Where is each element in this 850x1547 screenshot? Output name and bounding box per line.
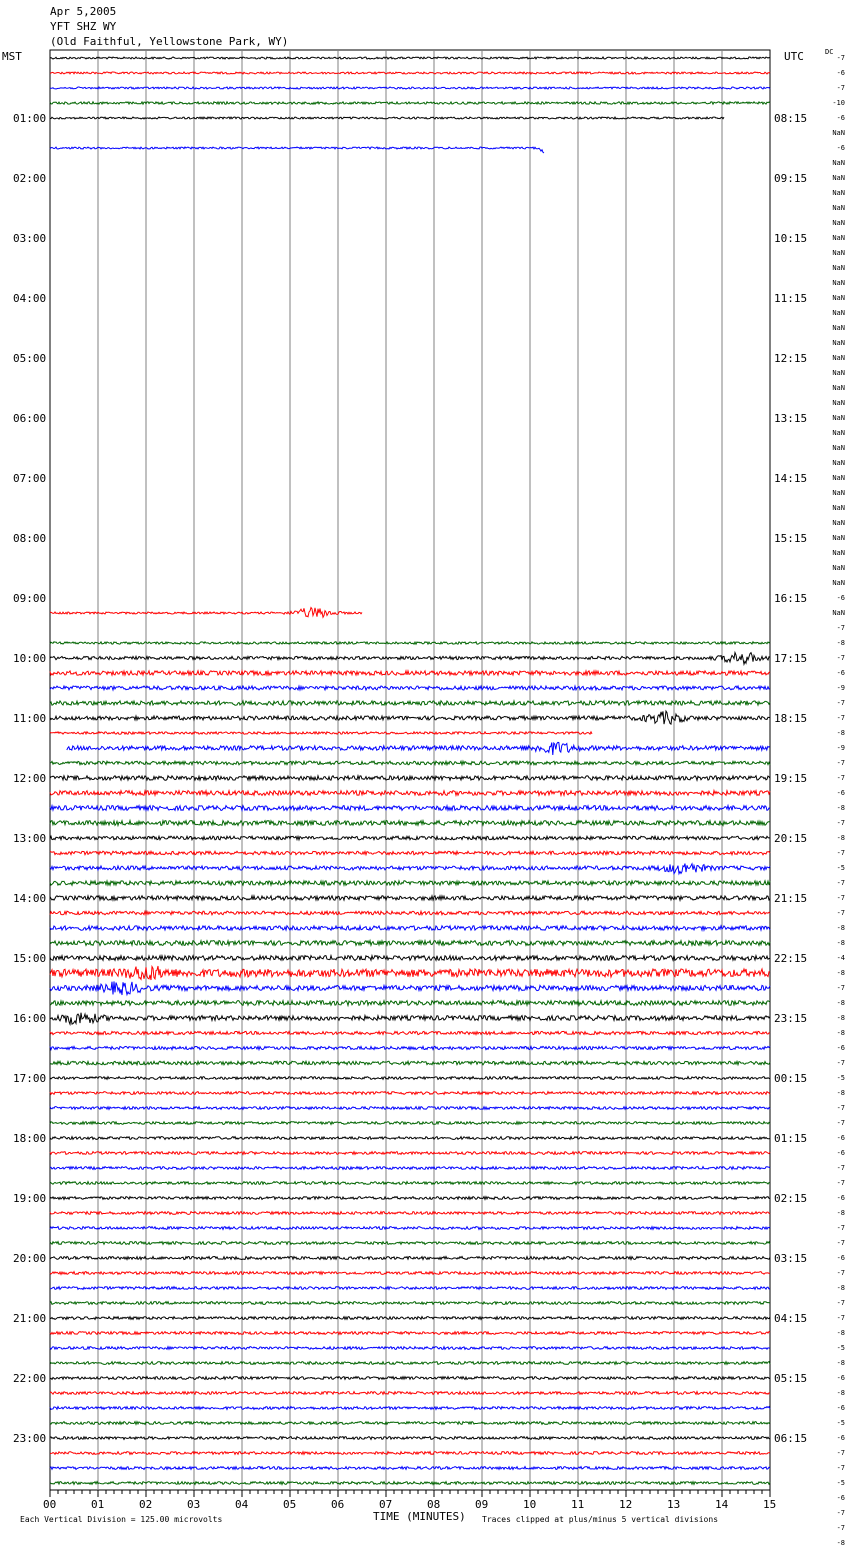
dc-offset-label: -7 — [836, 1059, 845, 1067]
dc-offset-label: NaN — [832, 489, 845, 497]
dc-offset-label: NaN — [832, 249, 845, 257]
dc-offset-label: NaN — [832, 444, 845, 452]
dc-offset-label: -8 — [836, 639, 845, 647]
utc-hour-label: 10:15 — [774, 232, 808, 245]
x-tick-label: 11 — [571, 1498, 585, 1511]
dc-offset-label: NaN — [832, 324, 845, 332]
seismic-trace — [50, 1122, 770, 1125]
dc-offset-label: -4 — [836, 954, 845, 962]
utc-hour-label: 15:15 — [774, 532, 808, 545]
dc-offset-label: -7 — [836, 909, 845, 917]
dc-offset-label: -7 — [836, 984, 845, 992]
seismic-trace — [50, 57, 770, 59]
utc-hour-label: 06:15 — [774, 1432, 808, 1445]
mst-hour-label: 17:00 — [13, 1072, 47, 1085]
dc-offset-label: -7 — [836, 84, 845, 92]
dc-offset-label: -6 — [836, 1194, 845, 1202]
dc-offset-label: -7 — [836, 1449, 845, 1457]
utc-hour-label: 18:15 — [774, 712, 808, 725]
mst-hour-label: 13:00 — [13, 832, 47, 845]
dc-offset-label: NaN — [832, 369, 845, 377]
dc-offset-label: -5 — [836, 1074, 845, 1082]
dc-offset-label: NaN — [832, 549, 845, 557]
seismic-trace — [50, 1422, 770, 1425]
dc-offset-label: -7 — [836, 1509, 845, 1517]
seismic-trace — [50, 1437, 770, 1440]
seismic-trace — [50, 1317, 770, 1320]
mst-hour-label: 10:00 — [13, 652, 47, 665]
x-tick-label: 05 — [283, 1498, 297, 1511]
dc-offset-label: -8 — [836, 939, 845, 947]
mst-hour-label: 22:00 — [13, 1372, 47, 1385]
dc-offset-label: -6 — [836, 69, 845, 77]
seismic-trace — [50, 72, 770, 74]
dc-offset-label: -7 — [836, 849, 845, 857]
utc-axis-title: UTC — [784, 50, 804, 63]
dc-label: DC — [825, 48, 834, 56]
utc-hour-label: 13:15 — [774, 412, 808, 425]
mst-hour-label: 12:00 — [13, 772, 47, 785]
seismic-trace — [50, 1013, 770, 1024]
dc-offset-label: -7 — [836, 1224, 845, 1232]
seismic-trace — [50, 117, 724, 119]
dc-offset-label: NaN — [832, 159, 845, 167]
mst-hour-label: 21:00 — [13, 1312, 47, 1325]
seismic-trace — [50, 1482, 770, 1485]
x-tick-label: 02 — [139, 1498, 153, 1511]
seismic-trace — [50, 671, 770, 675]
x-tick-label: 03 — [187, 1498, 201, 1511]
seismic-trace — [50, 806, 770, 811]
dc-offset-label: -7 — [836, 1524, 845, 1532]
dc-offset-label: -8 — [836, 1539, 845, 1547]
dc-offset-label: NaN — [832, 264, 845, 272]
dc-offset-label: -7 — [836, 1314, 845, 1322]
dc-offset-label: -7 — [836, 894, 845, 902]
seismic-trace — [50, 1332, 770, 1335]
mst-hour-label: 05:00 — [13, 352, 47, 365]
dc-offset-label: -7 — [836, 1164, 845, 1172]
dc-offset-label: NaN — [832, 474, 845, 482]
mst-hour-label: 06:00 — [13, 412, 47, 425]
chart-date: Apr 5,2005 — [50, 5, 117, 18]
utc-hour-label: 22:15 — [774, 952, 808, 965]
dc-offset-label: -7 — [836, 699, 845, 707]
seismic-trace — [50, 1257, 770, 1260]
dc-offset-label: -7 — [836, 1119, 845, 1127]
seismic-trace — [50, 956, 770, 961]
seismic-trace — [50, 1031, 770, 1034]
dc-offset-label: -8 — [836, 999, 845, 1007]
seismic-trace — [50, 1467, 770, 1470]
utc-hour-label: 21:15 — [774, 892, 808, 905]
mst-hour-label: 07:00 — [13, 472, 47, 485]
utc-hour-label: 08:15 — [774, 112, 808, 125]
seismic-trace — [50, 1227, 770, 1230]
dc-offset-label: -5 — [836, 1344, 845, 1352]
dc-offset-label: NaN — [832, 429, 845, 437]
dc-offset-label: NaN — [832, 204, 845, 212]
x-tick-label: 13 — [667, 1498, 681, 1511]
scale-note: Each Vertical Division = 125.00 microvolts — [20, 1515, 223, 1524]
x-tick-label: 07 — [379, 1498, 393, 1511]
dc-offset-label: -8 — [836, 1359, 845, 1367]
dc-offset-label: -6 — [836, 1374, 845, 1382]
dc-offset-label: -7 — [836, 654, 845, 662]
dc-offset-label: -8 — [836, 1389, 845, 1397]
dc-offset-label: NaN — [832, 279, 845, 287]
dc-offset-label: NaN — [832, 579, 845, 587]
dc-offset-label: -7 — [836, 1179, 845, 1187]
dc-offset-label: -6 — [836, 1494, 845, 1502]
utc-hour-label: 00:15 — [774, 1072, 808, 1085]
mst-hour-label: 01:00 — [13, 112, 47, 125]
x-tick-label: 10 — [523, 1498, 537, 1511]
seismic-trace — [50, 864, 770, 874]
seismic-trace — [50, 1077, 770, 1080]
seismic-trace — [50, 941, 770, 946]
dc-offset-label: -8 — [836, 1089, 845, 1097]
mst-axis-title: MST — [2, 50, 22, 63]
dc-offset-label: -7 — [836, 759, 845, 767]
dc-offset-label: -7 — [836, 879, 845, 887]
dc-offset-label: -6 — [836, 669, 845, 677]
seismic-trace — [50, 1152, 770, 1155]
dc-offset-label: NaN — [832, 189, 845, 197]
mst-hour-label: 03:00 — [13, 232, 47, 245]
utc-hour-label: 20:15 — [774, 832, 808, 845]
dc-offset-label: -5 — [836, 1419, 845, 1427]
x-tick-label: 12 — [619, 1498, 633, 1511]
dc-offset-label: -7 — [836, 54, 845, 62]
seismic-trace — [50, 776, 770, 780]
seismic-trace — [50, 1001, 770, 1006]
mst-hour-label: 04:00 — [13, 292, 47, 305]
mst-hour-label: 16:00 — [13, 1012, 47, 1025]
dc-offset-label: -8 — [836, 1014, 845, 1022]
seismic-trace — [50, 1197, 770, 1200]
mst-hour-label: 20:00 — [13, 1252, 47, 1265]
seismic-trace — [50, 851, 770, 855]
dc-offset-label: NaN — [832, 534, 845, 542]
seismic-trace — [50, 836, 770, 840]
seismic-trace — [50, 1212, 770, 1215]
seismic-trace — [50, 686, 770, 690]
utc-hour-label: 23:15 — [774, 1012, 808, 1025]
seismic-trace — [50, 1167, 770, 1170]
seismic-trace — [50, 1407, 770, 1410]
seismic-trace — [50, 1107, 770, 1110]
utc-hour-label: 09:15 — [774, 172, 808, 185]
seismic-trace — [50, 1092, 770, 1095]
clip-note: Traces clipped at plus/minus 5 vertical divisions — [482, 1515, 719, 1524]
dc-offset-label: -7 — [836, 1269, 845, 1277]
seismic-trace — [50, 761, 770, 765]
dc-offset-label: -7 — [836, 1239, 845, 1247]
utc-hour-label: 05:15 — [774, 1372, 808, 1385]
dc-offset-label: -6 — [836, 144, 845, 152]
x-tick-label: 15 — [763, 1498, 777, 1511]
seismic-trace — [50, 881, 770, 885]
seismic-trace — [50, 1302, 770, 1305]
mst-hour-label: 08:00 — [13, 532, 47, 545]
seismic-trace — [50, 102, 770, 104]
dc-offset-label: NaN — [832, 609, 845, 617]
dc-offset-label: -7 — [836, 1464, 845, 1472]
seismic-trace — [50, 608, 362, 618]
x-tick-label: 01 — [91, 1498, 105, 1511]
seismic-trace — [50, 147, 544, 153]
seismic-trace — [50, 732, 592, 734]
mst-hour-label: 19:00 — [13, 1192, 47, 1205]
seismic-trace — [50, 1392, 770, 1395]
dc-offset-label: -7 — [836, 1299, 845, 1307]
dc-offset-label: -8 — [836, 924, 845, 932]
dc-offset-label: NaN — [832, 384, 845, 392]
seismic-trace — [50, 1452, 770, 1455]
dc-offset-label: -5 — [836, 1479, 845, 1487]
chart-station: YFT SHZ WY — [50, 20, 117, 33]
seismic-trace — [50, 821, 770, 826]
mst-hour-label: 11:00 — [13, 712, 47, 725]
seismic-trace — [50, 911, 770, 915]
x-tick-label: 06 — [331, 1498, 345, 1511]
dc-offset-label: -6 — [836, 594, 845, 602]
utc-hour-label: 14:15 — [774, 472, 808, 485]
seismic-trace — [50, 653, 770, 665]
dc-offset-label: NaN — [832, 504, 845, 512]
dc-offset-label: NaN — [832, 309, 845, 317]
seismic-trace — [50, 1061, 770, 1065]
x-tick-label: 14 — [715, 1498, 729, 1511]
dc-offset-label: -10 — [832, 99, 845, 107]
dc-offset-label: NaN — [832, 564, 845, 572]
utc-hour-label: 19:15 — [774, 772, 808, 785]
seismic-trace — [50, 1182, 770, 1185]
dc-offset-label: -7 — [836, 624, 845, 632]
dc-offset-label: -5 — [836, 864, 845, 872]
utc-hour-label: 04:15 — [774, 1312, 808, 1325]
x-axis-title: TIME (MINUTES) — [373, 1510, 466, 1523]
utc-hour-label: 17:15 — [774, 652, 808, 665]
seismic-trace — [50, 87, 770, 89]
utc-hour-label: 01:15 — [774, 1132, 808, 1145]
dc-offset-label: NaN — [832, 459, 845, 467]
x-tick-label: 00 — [43, 1498, 57, 1511]
dc-offset-label: NaN — [832, 414, 845, 422]
seismic-trace — [50, 1347, 770, 1350]
x-tick-label: 04 — [235, 1498, 249, 1511]
mst-hour-label: 15:00 — [13, 952, 47, 965]
dc-offset-label: -8 — [836, 834, 845, 842]
dc-offset-label: -7 — [836, 819, 845, 827]
seismic-trace — [50, 966, 770, 980]
dc-offset-label: -6 — [836, 1404, 845, 1412]
seismic-trace — [50, 926, 770, 930]
seismic-trace — [50, 1272, 770, 1275]
dc-offset-label: -8 — [836, 1284, 845, 1292]
dc-offset-label: NaN — [832, 129, 845, 137]
dc-offset-label: -8 — [836, 729, 845, 737]
mst-hour-label: 02:00 — [13, 172, 47, 185]
dc-offset-label: NaN — [832, 174, 845, 182]
seismic-trace — [50, 1242, 770, 1245]
dc-offset-label: NaN — [832, 519, 845, 527]
dc-offset-label: -8 — [836, 804, 845, 812]
dc-offset-label: NaN — [832, 294, 845, 302]
dc-offset-label: NaN — [832, 219, 845, 227]
dc-offset-label: -9 — [836, 744, 845, 752]
dc-offset-label: -8 — [836, 1029, 845, 1037]
seismic-trace — [50, 1362, 770, 1365]
dc-offset-label: -7 — [836, 1104, 845, 1112]
dc-offset-label: -9 — [836, 684, 845, 692]
utc-hour-label: 03:15 — [774, 1252, 808, 1265]
seismic-trace — [50, 1287, 770, 1290]
dc-offset-label: -6 — [836, 1134, 845, 1142]
dc-offset-label: NaN — [832, 234, 845, 242]
dc-offset-label: -6 — [836, 114, 845, 122]
dc-offset-label: -6 — [836, 1254, 845, 1262]
dc-offset-label: -7 — [836, 774, 845, 782]
x-tick-label: 09 — [475, 1498, 489, 1511]
seismic-trace — [50, 981, 770, 995]
seismic-trace — [50, 711, 770, 724]
dc-offset-label: -6 — [836, 1149, 845, 1157]
seismic-trace — [50, 791, 770, 796]
mst-hour-label: 18:00 — [13, 1132, 47, 1145]
seismic-trace — [50, 1377, 770, 1380]
dc-offset-label: -8 — [836, 1329, 845, 1337]
mst-hour-label: 09:00 — [13, 592, 47, 605]
dc-offset-label: -6 — [836, 1044, 845, 1052]
chart-location: (Old Faithful, Yellowstone Park, WY) — [50, 35, 289, 48]
seismic-trace — [50, 1046, 770, 1049]
seismic-trace — [67, 742, 770, 755]
utc-hour-label: 02:15 — [774, 1192, 808, 1205]
mst-hour-label: 23:00 — [13, 1432, 47, 1445]
utc-hour-label: 16:15 — [774, 592, 808, 605]
seismic-trace — [50, 701, 770, 705]
seismic-trace — [50, 1137, 770, 1140]
mst-hour-label: 14:00 — [13, 892, 47, 905]
seismic-trace — [50, 896, 770, 900]
dc-offset-label: -8 — [836, 1209, 845, 1217]
utc-hour-label: 12:15 — [774, 352, 808, 365]
utc-hour-label: 11:15 — [774, 292, 808, 305]
dc-offset-label: -8 — [836, 969, 845, 977]
dc-offset-label: -6 — [836, 789, 845, 797]
x-tick-label: 08 — [427, 1498, 441, 1511]
dc-offset-label: NaN — [832, 399, 845, 407]
dc-offset-label: NaN — [832, 354, 845, 362]
dc-offset-label: -7 — [836, 714, 845, 722]
dc-offset-label: NaN — [832, 339, 845, 347]
dc-offset-label: -6 — [836, 1434, 845, 1442]
seismic-trace — [50, 642, 770, 644]
